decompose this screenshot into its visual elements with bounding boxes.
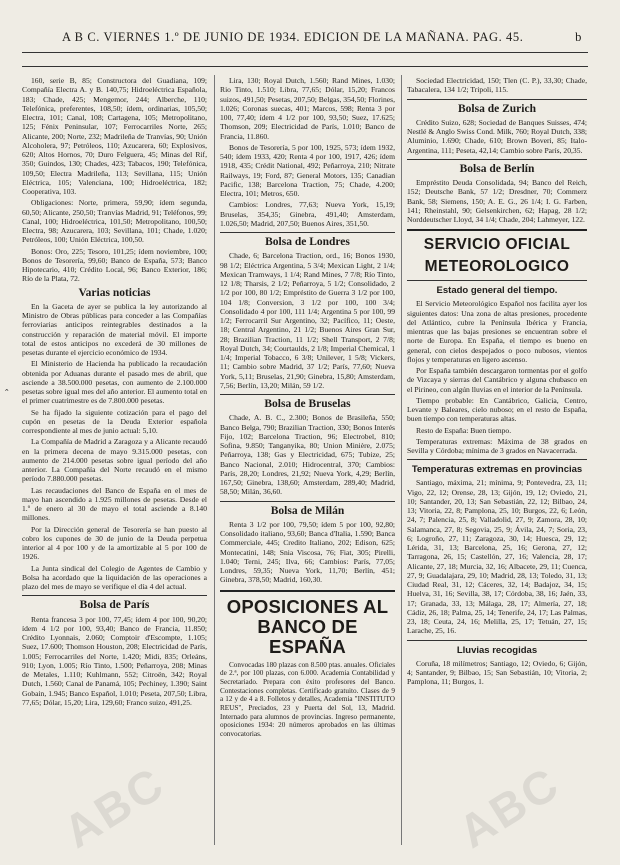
section-title-varias: Varias noticias xyxy=(78,286,151,299)
ad-headline: OPOSICIONES AL BANCO DE ESPAÑA xyxy=(226,595,389,657)
text-paragraph: Renta 3 1/2 por 100, 79,50; ídem 5 por 100, 92,80; Consolidado italiano, 93,60; Banca d'Italia, 1.590; Banca Commerciale, 445; Credito Italiano, 202; Edison, 625; Montecatini, 148; Snia Viscosa, 76; Fiat, 305; Pirelli, 1.040; Terni, 245; Ilva, 66; Cambios: París, 77,05; Londres, 59,35; Nueva York, 11,70; Berlín, 451; Ginebra, 378,50; Madrid, 160,30. xyxy=(220,519,395,585)
header-rule-lower xyxy=(22,66,588,67)
section-rule xyxy=(407,640,587,641)
text-paragraph: En la Gaceta de ayer se publica la ley autorizando al Ministro de Obras públicas para conceder a las Compañías ferroviarias anticipos reintegrables destinados a la construcción y reparación de material móvil. El importe total de estos anticipos no excederá de 30 millones de pesetas durante el ejercicio económico de 1934. xyxy=(22,301,207,357)
section-title-temperaturas: Temperaturas extremas en provincias xyxy=(411,464,583,476)
column-left xyxy=(22,76,207,846)
text-paragraph: La Junta sindical del Colegio de Agentes de Cambio y Bolsa ha acordado que la liquidación de las operaciones a plazo del mes de mayo se verifique el día 4 del actual. xyxy=(22,563,207,591)
section-title-paris: Bolsa de París xyxy=(79,599,150,612)
text-paragraph: Cambios: Londres, 77,63; Nueva York, 15,19; Bruselas, 354,35; Ginebra, 491,40; Amsterdam, 1.026,50; Madrid, 207,50; Buenos Aires, 351,50. xyxy=(220,200,395,228)
margin-pencil-mark: ˆ xyxy=(4,388,10,401)
ad-rule xyxy=(220,590,395,592)
section-rule xyxy=(22,595,207,596)
section-rule-thick xyxy=(407,229,587,231)
text-paragraph: Obligaciones: Norte, primera, 59,90; ídem segunda, 60,50; Alicante, 250,50; Tranvías Madrid, 91; Teléfonos, 99; Canal, 100; Hidroeléctrica, 101,50; Metropolitano, 100,50; Electra, 98; Azucarera, 103; Sevillana, 101; Chade, 1.020; Petróleos, 100; Unión Eléctrica, 100,50. xyxy=(22,198,207,245)
text-paragraph: Tiempo probable: En Cantábrico, Galicia, Centro, Levante y Baleares, cielo nuboso; en el resto de España, buen tiempo con temperaturas altas. xyxy=(407,395,587,424)
text-paragraph: Se ha fijado la siguiente cotización para el pago del cupón en pesetas de la Deuda Exterior española correspondiente al mes de junio actual: 5,10. xyxy=(22,407,207,435)
section-title-estado: Estado general del tiempo. xyxy=(436,285,558,297)
section-title-berlin: Bolsa de Berlín xyxy=(459,162,535,175)
text-paragraph: El Servicio Meteorológico Español nos facilita ayer los siguientes datos: Una zona de altas presiones, procedente del Atlántico, cubre la Península Ibérica y Francia, mientras que las bajas presiones se encuentran sobre el norte de Europa. En España, el tiempo es bueno en general, con cielos despejados o poco nubosos, vientos flojos y temperaturas en ligero ascenso. xyxy=(407,299,587,364)
section-title-lluvias: Lluvias recogidas xyxy=(456,644,538,656)
section-rule xyxy=(220,232,395,233)
meteo-heading-line2: METEOROLOGICO xyxy=(424,258,570,276)
header-text: A B C. VIERNES 1.º DE JUNIO DE 1934. EDICION DE LA MAÑANA. PAG. 45. xyxy=(62,30,524,44)
text-paragraph: Temperaturas extremas: Máxima de 38 grados en Sevilla y Córdoba; mínima de 3 grados en Navacerrada. xyxy=(407,436,587,455)
section-rule xyxy=(407,159,587,160)
section-rule xyxy=(407,99,587,100)
text-paragraph: El Ministerio de Hacienda ha publicado la recaudación obtenida por Aduanas durante el pasado mes de abril, que asciende a 38.500.000 pesetas, con aumento de 2.100.000 pesetas sobre igual mes del año anterior. El aumento total en el primer cuatrimestre es de 7.800.000 pesetas. xyxy=(22,359,207,406)
text-paragraph: 160, serie B, 85; Constructora del Guadiana, 109; Compañía Electra A. y B. 140,75; Hidroeléctrica Española, 183; Chade, 425; Mengemor, 244; Alberche, 110; Telefónica, preferentes, 108,50; ídem, ordinarias, 105,50; Electra, 101; Canal, 108; Cartagena, 105; Metropolitano, 125; Fénix Peninsular, 107; Ferrocarriles Norte, 265; Alicante, 200; Norte, 232; Madrileña de Tranvías, 90; Unión Alcoholera, 97; Petróleos, 110; Azucarera, 60; Explosivos, 620; Altos Hornos, 70; Duro Felguera, 45; Minas del Rif, 350; Guindos, 130; Chades, 423; Tabacos, 190; Telefónica, 109,50; Electra Madrileña, 113; Sevillana, 115; Unión Eléctrica, 105; Valenciana, 100; Hidroeléctrica, 182; Cooperativa, 103. xyxy=(22,76,207,196)
text-paragraph: Santiago, máxima, 21; mínima, 9; Pontevedra, 23, 11; Vigo, 22, 12; Orense, 28, 13; Gijón, 19, 12; Oviedo, 21, 10; Santander, 20, 13; San Sebastián, 22, 12; Bilbao, 24, 13; Vitoria, 22, 8; Pamplona, 25, 10; Burgos, 22, 6; León, 24, 7; Palencia, 25, 8; Valladolid, 27, 9; Zamora, 28, 10; Salamanca, 27, 8; Segovia, 25, 9; Ávila, 24, 7; Soria, 23, 6; Logroño, 27, 11; Zaragoza, 30, 14; Huesca, 29, 12; Lérida, 31, 13; Barcelona, 25, 16; Gerona, 27, 12; Tarragona, 26, 15; Castellón, 27, 16; Valencia, 28, 17; Alicante, 27, 18; Murcia, 32, 16; Albacete, 29, 11; Cuenca, 27, 9; Guadalajara, 29, 10; Madrid, 28, 13; Toledo, 31, 13; Ciudad Real, 31, 12; Cáceres, 32, 14; Badajoz, 34, 15; Huelva, 31, 16; Sevilla, 38, 17; Córdoba, 38, 16; Jaén, 33, 17; Granada, 33, 13; Málaga, 28, 17; Almería, 27, 18; Cádiz, 26, 18; Palma, 25, 14; Tenerife, 24, 17; Las Palmas, 23, 18; Ceuta, 24, 16; Melilla, 25, 17; Tetuán, 27, 15; Larache, 25, 16. xyxy=(407,478,587,636)
text-paragraph: Las recaudaciones del Banco de España en el mes de mayo han ascendido a 1.925 millones de pesetas. Desde el 1.º de enero al 30 de mayo el total asciende a 8.140 millones. xyxy=(22,485,207,523)
text-paragraph: Empréstito Deuda Consolidada, 94; Banco del Reich, 152; Deutsche Bank, 57 1/2; Dresdner, 70; Commerz Bank, 58; Siemens, 150; A. E. G., 26 1/4; I. G. Farben, 141; Rheinstahl, 90; Gelsenkirchen, 62; Hapag, 28 1/2; Norddeutscher Lloyd, 34 1/4; Chade, 204; Lahmeyer, 122. xyxy=(407,178,587,224)
text-paragraph: Por la Dirección general de Tesorería se han puesto al cobro los cupones de 30 de junio de la Deuda perpetua interior al 4 por 100 y de la amortizable al 5 por 100 de 1926. xyxy=(22,524,207,562)
column-middle xyxy=(220,76,395,846)
section-rule xyxy=(220,501,395,502)
text-paragraph: Por España también descargaron tormentas por el golfo de Vizcaya y sierras del Cantábrico y alguna chubasco en el Pirineo, con algún lluvias en el interior de la Península. xyxy=(407,366,587,394)
page-header xyxy=(62,30,582,46)
watermark-logo: ABC xyxy=(449,756,570,858)
text-paragraph: Coruña, 18 milímetros; Santiago, 12; Oviedo, 6; Gijón, 4; Santander, 9; Bilbao, 15; San Sebastián, 10; Vitoria, 2; Pamplona, 11; Burgos, 1. xyxy=(407,658,587,686)
section-title-bruselas: Bolsa de Bruselas xyxy=(264,398,351,410)
ad-body: Convocadas 180 plazas con 8.500 ptas. anuales. Oficiales de 2.ª, por 100 plazas, con 6.000. Academia Contabilidad y Secretariado. Prepara con éxito profesores del Banco. Contestaciones completas. Certificado gratuito. Clases de 9 a 12 y de 4 a 8. Folletos y detalles, Academia "INSTITUTO REUS", Preciados, 23 y Puerta del Sol, 13, Madrid. Internado para alumnos de provincias. Ingreso permanente, oposiciones 1934: 20 números aprobados en las últimas convocatorias. xyxy=(220,660,395,739)
text-paragraph: Resto de España: Buen tiempo. xyxy=(416,425,512,435)
text-paragraph: Crédito Suizo, 628; Sociedad de Banques Suisses, 474; Nestlé & Anglo Swiss Cond. Milk, 760; Royal Dutch, 338; Aluminio, 1.690; Chade, 610; Brown Boveri, 85; Italo-Argentina, 111; Peseta, 42,14; Cambio sobre París, 20,35. xyxy=(407,117,587,155)
section-title-londres: Bolsa de Londres xyxy=(265,236,350,248)
section-title-milan: Bolsa de Milán xyxy=(270,504,345,517)
text-paragraph: Chade, 6; Barcelona Traction, ord., 16; Bonos 1930, 98 1/2; Eléctrica Argentina, 5 3/4; Mexican Light, 2 1/4; Mexican Tramways, 1 1/4; Rand Mines, 7 7/8; Río Tinto, 12 1/8; Tharsis, 2 1/2; Peñarroya, 5 1/2; Consolidado, 2 1/2 por 100, 80 1/2; Empréstito de Guerra 3 1/2 por 100, 104 1/8; Conversion, 3 1/2 por 100, 100 3/4; Consolidado 4 por 100, 111 1/4; Argentina 5 por 100, 99 1/2; Ferrocarril Sur Argentino, 32; Pacífico, 11; Oeste, 18; Central Argentino, 21 1/2; Buenos Aires Gran Sur, 28; Brazilian Traction, 11 1/2; Shell Transport, 2 7/8; Royal Dutch, 34; Courtaulds, 2 1/8; Imperial Chemical, 1 1/4; Imperial Tobacco, 6 3/8; Unilever, 1 5/8; Vickers, 11; Cambio sobre Madrid, 37 1/2; París, 77,60; Nueva York, 5,11; Bruselas, 21,90; Ginebra, 15,80; Amsterdam, 7,56; Berlín, 13,20; Milán, 59 1/2. xyxy=(220,251,395,390)
column-divider-1 xyxy=(214,75,215,845)
meteo-heading-line1: SERVICIO OFICIAL xyxy=(423,236,571,254)
column-divider-2 xyxy=(401,75,402,845)
column-right xyxy=(407,76,587,846)
section-rule xyxy=(407,280,587,281)
text-paragraph: La Compañía de Madrid a Zaragoza y a Alicante recaudó en la primera decena de mayo 9.315.000 pesetas, con aumento de 214.000 pesetas sobre igual período del año anterior. La Compañía del Norte recaudó en el mismo período 7.880.000 pesetas. xyxy=(22,437,207,484)
text-paragraph: Renta francesa 3 por 100, 77,45; ídem 4 por 100, 90,20; ídem 4 1/2 por 100, 93,40; Banco de Francia, 11.850; Crédito Lyonnais, 2.060; Comptoir d'Escompte, 1.105; Suez, 17.600; Thomson Houston, 208; Electricidad de París, 1.005; Ferrocarriles del Norte, 1.420; Midi, 835; Orleáns, 910; Lyon, 1.005; Río Tinto, 1.500; Peñarroya, 208; Minas de Metales, 1.110; Kuhlmann, 552; Citroën, 342; Royal Dutch, 1.560; Canal de Panamá, 105; Pechiney, 1.390; Saint Gobain, 1.945; Banco Español, 1.010; Peseta, 207,50; Libra, 77,65; Dólar, 15,20; Lira, 129,60; Franco suizo, 491,25. xyxy=(22,614,207,707)
header-rule xyxy=(22,52,588,53)
watermark-logo: ABC xyxy=(54,756,175,858)
margin-mark: b xyxy=(575,30,582,44)
section-title-zurich: Bolsa de Zurich xyxy=(458,102,536,115)
text-paragraph: Sociedad Electricidad, 150; Tlen (C. P.), 33,30; Chade, Tabacalera, 134 1/2; Tripoli, 115. xyxy=(407,76,587,95)
text-paragraph: Bonos: Oro, 225; Tesoro, 101,25; ídem noviembre, 100; Bonos de Tesorería, 99,60; Banco de España, 573; Banco Hipotecario, 410; Crédito Local, 96; Banco Exterior, 186; Río de la Plata, 72. xyxy=(22,246,207,284)
text-paragraph: Chade, A. B. C., 2.300; Bonos de Brasileña, 550; Banco Belga, 790; Brazilian Traction, 330; Bonos Interés Fijo, 102; Barcelona Traction, 96; Electrobel, 810; Sofina, 9.850; Tanganyika, 80; Union Minière, 2.075; Peñarroya, 138; Gas y Electricidad, 675; Tubize, 25; Banco Nacional, 2.010; Hidrocentral, 370; Cambios: París, 28,20; Londres, 21,92; Nueva York, 4,29; Berlín, 167,50; Ginebra, 138,60; Amsterdam, 289,40; Madrid, 58,50; Milán, 36,60. xyxy=(220,413,395,497)
text-paragraph: Bonos de Tesorería, 5 por 100, 1925, 573; ídem 1932, 540; ídem 1933, 420; Renta 4 por 100, 1917, 426; ídem 1918, 435; Crédit National, 492; Peñarroya, 210; Nitrate Railways, 19; Ford, 87; General Motors, 135; Canadian Pacific, 138; Barcelona Traction, 75; Chade, 4.200; Electra, 101; Metros, 650. xyxy=(220,142,395,198)
text-paragraph: Lira, 130; Royal Dutch, 1.560; Rand Mines, 1.030; Rio Tinto, 1.510; Libra, 77,65; Dólar, 15,20; Francos suizos, 491,50; Pesetas, 207,50; Belgas, 354,50; Florines, 1.026; Coronas suecas, 401; Marcos, 598; Renta 3 por 100, 77,40; ídem 4 1/2 por 100, 93,50; Suez, 17.625; Thomson, 209; Electricidad de París, 1.010; Banco de Francia, 11.860. xyxy=(220,76,395,141)
section-rule xyxy=(407,459,587,460)
section-rule xyxy=(220,394,395,395)
